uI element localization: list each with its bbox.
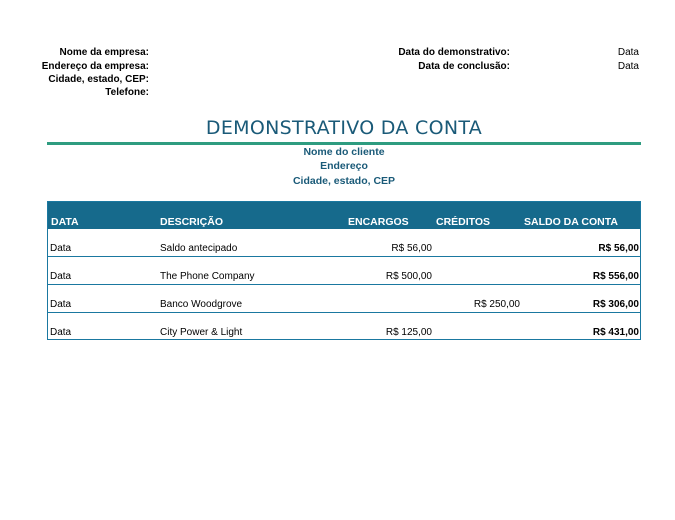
row-description[interactable]: City Power & Light [160,327,243,338]
page-title: DEMONSTRATIVO DA CONTA [205,117,483,139]
company-phone-label: Telefone: [105,87,149,98]
statement-date-value[interactable]: Data [617,47,639,58]
due-date-label: Data de conclusão: [418,61,510,72]
row-description[interactable]: Saldo antecipado [160,243,238,254]
row-balance: R$ 556,00 [592,271,639,282]
row-credits[interactable]: R$ 250,00 [473,299,520,310]
table-row [48,257,640,285]
row-description[interactable]: Banco Woodgrove [160,299,243,310]
company-name-label: Nome da empresa: [59,47,149,58]
table-row [48,313,640,340]
header-description: DESCRIÇÃO [160,216,224,228]
row-date[interactable]: Data [50,243,72,254]
header-credits: CRÉDITOS [436,216,491,228]
customer-address[interactable]: Endereço [320,160,368,172]
company-city-label: Cidade, estado, CEP: [48,74,149,85]
statement-date-label: Data do demonstrativo: [398,47,510,58]
customer-city[interactable]: Cidade, estado, CEP [292,175,396,187]
header-date: DATA [51,216,79,228]
row-balance: R$ 306,00 [592,299,639,310]
table-header [48,202,640,229]
row-balance: R$ 56,00 [598,243,639,254]
header-charges: ENCARGOS [348,216,409,228]
row-charges[interactable]: R$ 500,00 [385,271,432,282]
table-row [48,285,640,313]
row-balance: R$ 431,00 [592,327,639,338]
statement-table [47,201,641,340]
company-address-label: Endereço da empresa: [41,61,149,72]
row-charges[interactable]: R$ 125,00 [385,327,432,338]
table-row [48,229,640,257]
customer-name[interactable]: Nome do cliente [303,146,385,158]
title-divider [47,142,641,145]
row-description[interactable]: The Phone Company [160,271,255,282]
row-date[interactable]: Data [50,327,72,338]
row-date[interactable]: Data [50,271,72,282]
due-date-value[interactable]: Data [617,61,639,72]
header-balance: SALDO DA CONTA [524,216,618,228]
row-charges[interactable]: R$ 56,00 [391,243,432,254]
row-date[interactable]: Data [50,299,72,310]
